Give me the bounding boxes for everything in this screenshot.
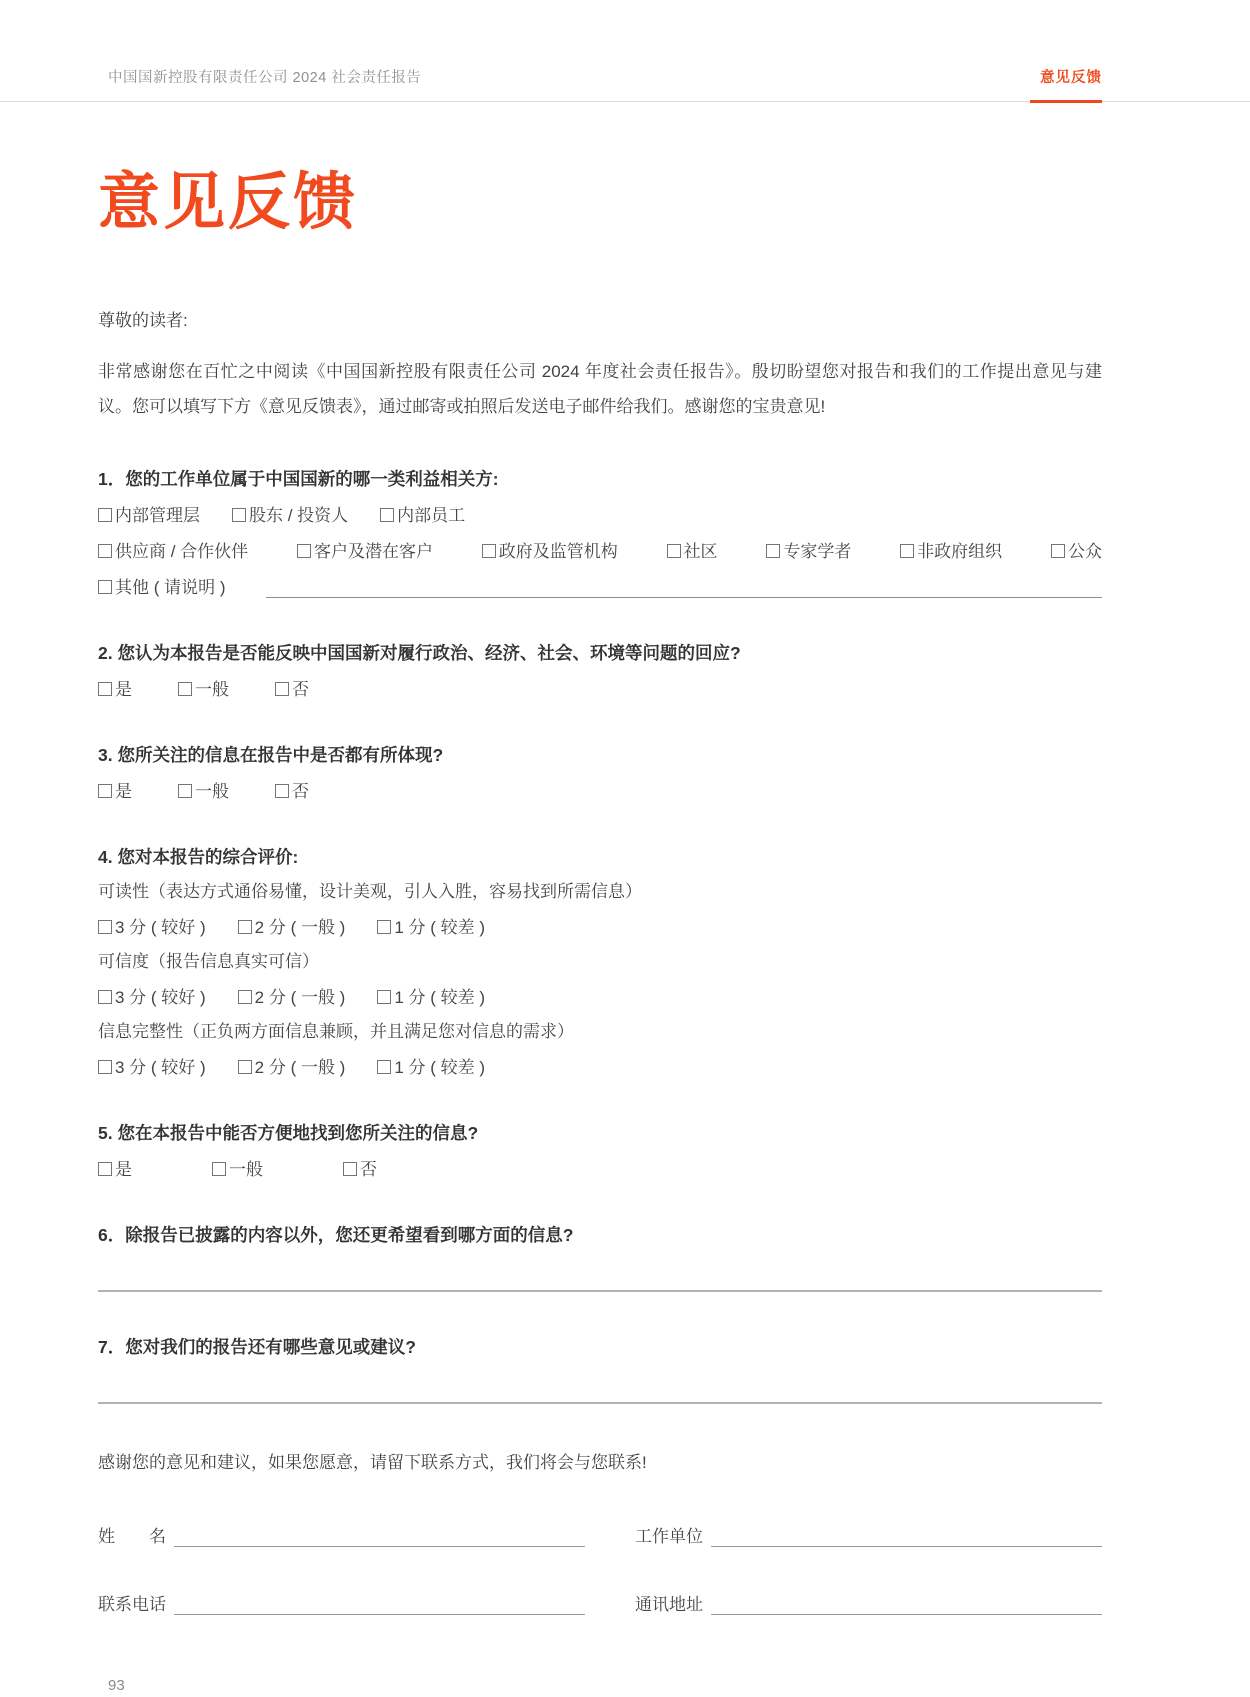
checkbox-option[interactable] xyxy=(380,505,465,526)
credibility-score-options xyxy=(98,987,1102,1008)
address-input-line[interactable] xyxy=(711,1596,1102,1615)
checkbox-icon[interactable] xyxy=(377,990,391,1004)
checkbox-icon[interactable] xyxy=(900,544,914,558)
option-label: 供应商 / 合作伙伴 xyxy=(115,541,249,561)
option-label: 股东 / 投资人 xyxy=(249,505,349,525)
checkbox-icon[interactable] xyxy=(178,682,192,696)
page-title: 意见反馈 xyxy=(98,168,359,237)
checkbox-option[interactable] xyxy=(238,917,346,938)
question-5 xyxy=(98,1122,1102,1180)
checkbox-option[interactable] xyxy=(98,987,206,1008)
checkbox-option[interactable] xyxy=(238,987,346,1008)
checkbox-icon[interactable] xyxy=(238,920,252,934)
question-5-options xyxy=(98,1159,1102,1180)
question-2-options xyxy=(98,679,1102,700)
question-6-answer-line[interactable] xyxy=(98,1290,1102,1292)
option-label: 一般 xyxy=(195,679,229,699)
option-label: 否 xyxy=(292,781,309,801)
completeness-score-options xyxy=(98,1057,1102,1078)
contact-fields-row-2 xyxy=(98,1594,1102,1615)
option-label: 3 分 ( 较好 ) xyxy=(115,917,206,937)
option-label: 客户及潜在客户 xyxy=(313,541,433,561)
option-label: 是 xyxy=(115,1159,132,1179)
checkbox-icon[interactable] xyxy=(98,508,112,522)
salutation: 尊敬的读者: xyxy=(98,310,188,330)
report-title-header: 中国国新控股有限责任公司 2024 社会责任报告 xyxy=(108,70,422,86)
phone-input-line[interactable] xyxy=(174,1596,585,1615)
option-label: 其他 ( 请说明 ) xyxy=(115,577,226,597)
checkbox-option[interactable] xyxy=(766,541,851,562)
field-work-unit-label: 工作单位 xyxy=(635,1526,703,1546)
checkbox-option[interactable] xyxy=(377,1057,485,1078)
checkbox-icon[interactable] xyxy=(377,920,391,934)
field-name xyxy=(98,1526,585,1547)
section-name-header: 意见反馈 xyxy=(1040,70,1102,86)
checkbox-option[interactable] xyxy=(98,505,200,526)
checkbox-option[interactable] xyxy=(178,781,229,802)
checkbox-option[interactable] xyxy=(1051,541,1102,562)
option-label: 1 分 ( 较差 ) xyxy=(394,1057,486,1077)
option-label: 公众 xyxy=(1067,541,1102,561)
checkbox-icon[interactable] xyxy=(98,1060,112,1074)
question-7 xyxy=(98,1336,1102,1404)
field-work-unit xyxy=(635,1526,1102,1547)
option-label: 内部管理层 xyxy=(115,505,200,525)
option-label: 非政府组织 xyxy=(917,541,1003,561)
question-7-label: 7．您对我们的报告还有哪些意见或建议? xyxy=(98,1336,416,1357)
criterion-completeness: 信息完整性（正负两方面信息兼顾，并且满足您对信息的需求） xyxy=(98,1021,574,1041)
checkbox-icon[interactable] xyxy=(212,1162,226,1176)
criterion-credibility: 可信度（报告信息真实可信） xyxy=(98,951,319,971)
checkbox-option[interactable] xyxy=(297,541,433,562)
checkbox-option[interactable] xyxy=(377,987,485,1008)
checkbox-icon[interactable] xyxy=(98,580,112,594)
question-1-options-row-1 xyxy=(98,505,1102,526)
option-label: 3 分 ( 较好 ) xyxy=(115,987,206,1007)
checkbox-option[interactable] xyxy=(900,541,1002,562)
criterion-readability: 可读性（表达方式通俗易懂，设计美观，引人入胜，容易找到所需信息） xyxy=(98,881,642,901)
checkbox-icon[interactable] xyxy=(98,682,112,696)
question-6 xyxy=(98,1224,1102,1292)
option-label: 是 xyxy=(115,679,132,699)
checkbox-icon[interactable] xyxy=(766,544,780,558)
contact-fields-row-1 xyxy=(98,1526,1102,1547)
option-label: 2 分 ( 一般 ) xyxy=(254,1057,346,1077)
other-specify-input-line[interactable] xyxy=(266,580,1103,598)
question-2 xyxy=(98,642,1102,700)
checkbox-icon[interactable] xyxy=(98,784,112,798)
checkbox-icon[interactable] xyxy=(238,1060,252,1074)
option-label: 否 xyxy=(360,1159,377,1179)
checkbox-option[interactable] xyxy=(98,541,248,562)
checkbox-option[interactable] xyxy=(212,1159,263,1180)
option-label: 社区 xyxy=(683,541,718,561)
name-input-line[interactable] xyxy=(174,1528,585,1547)
field-phone xyxy=(98,1594,585,1615)
checkbox-icon[interactable] xyxy=(275,682,289,696)
option-label: 专家学者 xyxy=(783,541,852,561)
readability-score-options xyxy=(98,917,1102,938)
option-label: 一般 xyxy=(195,781,229,801)
checkbox-option[interactable] xyxy=(98,679,132,700)
option-label: 2 分 ( 一般 ) xyxy=(254,987,346,1007)
question-1-options-row-2 xyxy=(98,541,1102,562)
section-accent-underline xyxy=(1030,100,1102,103)
question-3-label: 3. 您所关注的信息在报告中是否都有所体现? xyxy=(98,744,444,765)
checkbox-icon[interactable] xyxy=(98,990,112,1004)
checkbox-icon[interactable] xyxy=(377,1060,391,1074)
checkbox-option[interactable] xyxy=(377,917,485,938)
option-label: 3 分 ( 较好 ) xyxy=(115,1057,206,1077)
checkbox-icon[interactable] xyxy=(238,990,252,1004)
checkbox-icon[interactable] xyxy=(98,920,112,934)
checkbox-option[interactable] xyxy=(667,541,718,562)
question-5-label: 5. 您在本报告中能否方便地找到您所关注的信息? xyxy=(98,1122,479,1143)
option-label: 1 分 ( 较差 ) xyxy=(394,987,486,1007)
checkbox-icon[interactable] xyxy=(343,1162,357,1176)
option-label: 否 xyxy=(292,679,309,699)
page-number: 93 xyxy=(108,1676,125,1694)
closing-note: 感谢您的意见和建议，如果您愿意，请留下联系方式，我们将会与您联系! xyxy=(98,1452,647,1472)
checkbox-icon[interactable] xyxy=(275,784,289,798)
work-unit-input-line[interactable] xyxy=(711,1528,1102,1547)
field-address-label: 通讯地址 xyxy=(635,1594,703,1614)
question-4 xyxy=(98,846,1102,1078)
checkbox-icon[interactable] xyxy=(380,508,394,522)
checkbox-icon[interactable] xyxy=(667,544,681,558)
checkbox-option[interactable] xyxy=(275,781,309,802)
question-2-label: 2. 您认为本报告是否能反映中国国新对履行政治、经济、社会、环境等问题的回应? xyxy=(98,642,741,663)
option-label: 2 分 ( 一般 ) xyxy=(254,917,346,937)
option-label: 是 xyxy=(115,781,132,801)
checkbox-option-other[interactable] xyxy=(98,577,226,598)
question-4-label: 4. 您对本报告的综合评价: xyxy=(98,846,299,867)
checkbox-icon[interactable] xyxy=(232,508,246,522)
checkbox-icon[interactable] xyxy=(98,544,112,558)
checkbox-option[interactable] xyxy=(178,679,229,700)
page-header xyxy=(0,0,1250,102)
option-label: 内部员工 xyxy=(397,505,466,525)
feedback-form xyxy=(0,164,1250,1694)
checkbox-icon[interactable] xyxy=(178,784,192,798)
checkbox-option[interactable] xyxy=(343,1159,377,1180)
question-1-other-row xyxy=(98,577,1102,598)
question-7-answer-line[interactable] xyxy=(98,1402,1102,1404)
checkbox-icon[interactable] xyxy=(1051,544,1065,558)
intro-paragraph: 非常感谢您在百忙之中阅读《中国国新控股有限责任公司 2024 年度社会责任报告》。殷切盼望您对报告和我们的工作提出意见与建议。您可以填写下方《意见反馈表》，通过邮寄或拍照后发送电子邮件给我们。感谢您的宝贵意见! xyxy=(98,361,1102,416)
checkbox-icon[interactable] xyxy=(482,544,496,558)
question-1 xyxy=(98,468,1102,598)
question-6-label: 6．除报告已披露的内容以外，您还更希望看到哪方面的信息? xyxy=(98,1224,574,1245)
checkbox-option[interactable] xyxy=(98,917,206,938)
question-3 xyxy=(98,744,1102,802)
option-label: 一般 xyxy=(229,1159,263,1179)
checkbox-option[interactable] xyxy=(98,1057,206,1078)
option-label: 政府及监管机构 xyxy=(498,541,618,561)
question-1-label: 1．您的工作单位属于中国国新的哪一类利益相关方: xyxy=(98,468,499,489)
field-name-label: 姓 名 xyxy=(98,1526,166,1546)
checkbox-option[interactable] xyxy=(275,679,309,700)
checkbox-option[interactable] xyxy=(98,781,132,802)
checkbox-option[interactable] xyxy=(232,505,348,526)
checkbox-icon[interactable] xyxy=(297,544,311,558)
field-address xyxy=(635,1594,1102,1615)
checkbox-option[interactable] xyxy=(482,541,618,562)
option-label: 1 分 ( 较差 ) xyxy=(394,917,486,937)
checkbox-option[interactable] xyxy=(238,1057,346,1078)
checkbox-icon[interactable] xyxy=(98,1162,112,1176)
checkbox-option[interactable] xyxy=(98,1159,132,1180)
question-3-options xyxy=(98,781,1102,802)
field-phone-label: 联系电话 xyxy=(98,1594,166,1614)
